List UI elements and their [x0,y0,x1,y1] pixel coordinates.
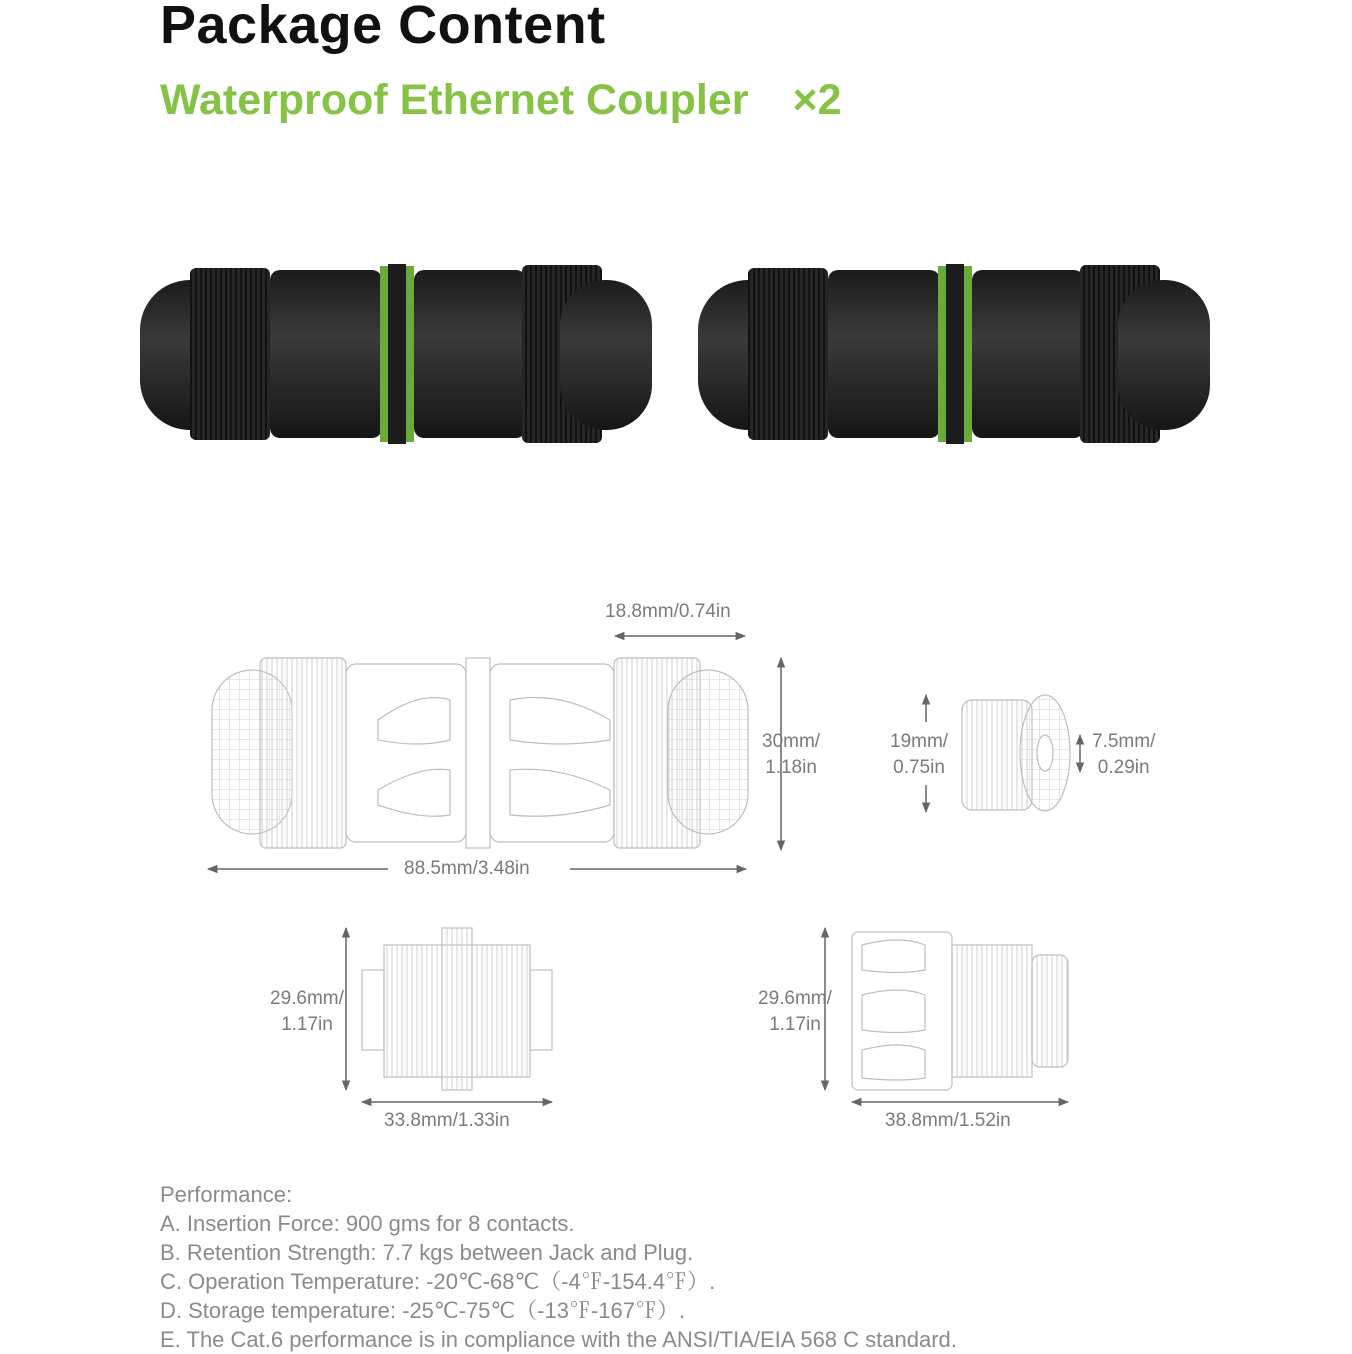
performance-item: A. Insertion Force: 900 gms for 8 contacts. [160,1211,575,1236]
performance-heading: Performance: [160,1182,293,1207]
coupler-diagram [212,658,748,848]
performance-item: C. Operation Temperature: -20℃-68℃（-4℉-154.4℉）. [160,1269,716,1294]
cap-diameter-mm: 19mm/ [890,731,949,752]
page-title: Package Content [160,0,606,55]
performance-item: E. The Cat.6 performance is in compliance with the ANSI/TIA/EIA 568 C standard. [160,1327,957,1352]
plug-diagram [852,932,1068,1090]
coupler-height-in: 1.18in [765,757,817,778]
cap-hole-label [1092,729,1155,781]
performance-item: D. Storage temperature: -25℃-75℃（-13℉-167℉）. [160,1298,686,1323]
quantity-label: ×2 [792,76,842,124]
product-name: Waterproof Ethernet Coupler [160,76,749,124]
coupler-height-label [762,729,820,781]
coupler-photo-1 [140,264,652,444]
cap-diameter-in: 0.75in [893,757,945,778]
plug-length-label: 38.8mm/1.52in [885,1110,1011,1131]
cap-diameter-label [890,729,948,781]
jack-height-label [270,986,344,1038]
jack-diagram [362,928,552,1090]
coupler-photo-2 [698,264,1210,444]
cap-diagram [962,695,1070,811]
cap-hole-in: 0.29in [1097,757,1150,778]
plug-height-label [758,986,832,1038]
cap-length-label: 18.8mm/0.74in [605,601,731,622]
jack-height-in: 1.17in [281,1014,333,1035]
coupler-length-label: 88.5mm/3.48in [404,858,530,879]
jack-length-label: 33.8mm/1.33in [384,1110,510,1131]
plug-height-in: 1.17in [769,1014,821,1035]
plug-height-mm: 29.6mm/ [758,988,832,1009]
jack-height-mm: 29.6mm/ [270,988,344,1009]
performance-item: B. Retention Strength: 7.7 kgs between Jack and Plug. [160,1240,694,1265]
performance-section [160,1180,957,1354]
cap-hole-mm: 7.5mm/ [1092,731,1156,752]
coupler-height-mm: 30mm/ [762,731,821,752]
